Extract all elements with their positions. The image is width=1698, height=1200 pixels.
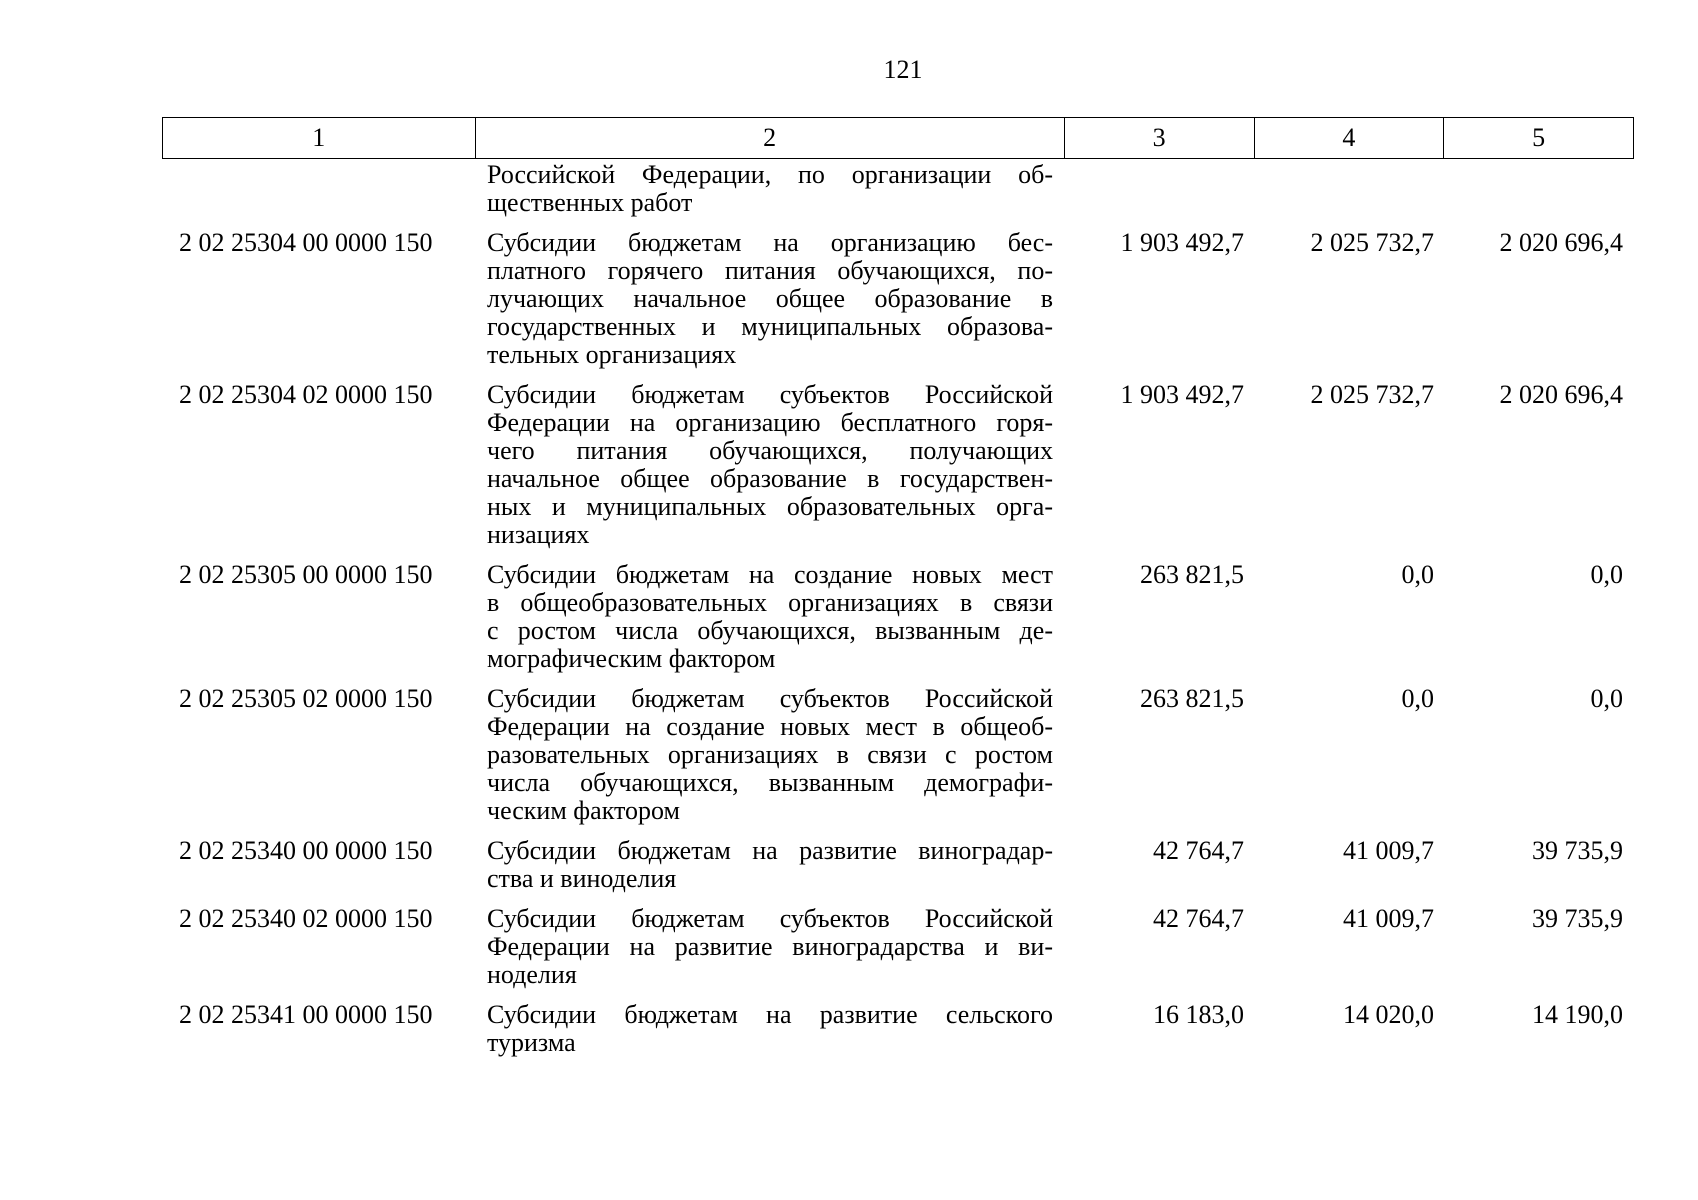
- description-line: Федерации на организацию бесплатного горя-: [487, 408, 1053, 437]
- value-col-3: 42 764,7: [1153, 836, 1244, 865]
- description-line: числа обучающихся, вызванным демографи-: [487, 768, 1053, 797]
- description-line: разовательных организациях в связи с ростом: [487, 740, 1053, 769]
- value-col-3: 1 903 492,7: [1120, 380, 1244, 409]
- value-col-4: 2 025 732,7: [1310, 228, 1434, 257]
- description-line: ных и муниципальных образовательных орга-: [487, 492, 1053, 521]
- description: [475, 905, 1065, 989]
- value-col-3: 263 821,5: [1140, 684, 1244, 713]
- value-col-5: 2 020 696,4: [1499, 380, 1623, 409]
- header-col-2: 2: [476, 118, 1065, 158]
- value-col-5: 0,0: [1590, 684, 1623, 713]
- value-col-5: 0,0: [1590, 560, 1623, 589]
- value-col-3: 263 821,5: [1140, 560, 1244, 589]
- description: [475, 685, 1065, 825]
- value-col-4: 0,0: [1401, 560, 1434, 589]
- budget-code: 2 02 25305 00 0000 150: [179, 560, 433, 589]
- table-body: [162, 161, 1634, 1057]
- value-col-5: 39 735,9: [1532, 836, 1623, 865]
- value-col-4: 2 025 732,7: [1310, 380, 1434, 409]
- description-line: Российской Федерации, по организации об-: [487, 160, 1053, 189]
- description-line: Федерации на создание новых мест в общеоб-: [487, 712, 1053, 741]
- table-row: [162, 161, 1634, 217]
- value-col-4: 41 009,7: [1343, 836, 1434, 865]
- page-number: 121: [883, 55, 923, 84]
- value-col-4: 0,0: [1401, 684, 1434, 713]
- description-line: в общеобразовательных организациях в связи: [487, 588, 1053, 617]
- header-col-1: 1: [163, 118, 476, 158]
- description-line: ноделия: [487, 960, 577, 989]
- description-line: чего питания обучающихся, получающих: [487, 436, 1053, 465]
- table-row: [162, 837, 1634, 893]
- value-col-3: 1 903 492,7: [1120, 228, 1244, 257]
- description-line: низациях: [487, 520, 590, 549]
- value-col-5: 2 020 696,4: [1499, 228, 1623, 257]
- value-col-3: [1065, 161, 1255, 217]
- description-line: щественных работ: [487, 188, 693, 217]
- description-line: ческим фактором: [487, 796, 680, 825]
- description-line: платного горячего питания обучающихся, по-: [487, 256, 1053, 285]
- description: [475, 381, 1065, 549]
- description: [475, 1001, 1065, 1057]
- value-col-5: [1445, 161, 1634, 217]
- header-col-5: 5: [1532, 123, 1546, 152]
- budget-code: 2 02 25304 00 0000 150: [179, 228, 433, 257]
- description: [475, 229, 1065, 369]
- description-line: туризма: [487, 1028, 576, 1057]
- description-line: лучающих начальное общее образование в: [487, 284, 1053, 313]
- description: [475, 837, 1065, 893]
- value-col-4: [1255, 161, 1445, 217]
- value-col-4: 41 009,7: [1343, 904, 1434, 933]
- description: [475, 561, 1065, 673]
- description-line: Субсидии бюджетам на организацию бес-: [487, 228, 1053, 257]
- value-col-3: 42 764,7: [1153, 904, 1244, 933]
- table-row: [162, 561, 1634, 673]
- description-line: ства и виноделия: [487, 864, 677, 893]
- table-row: [162, 685, 1634, 825]
- description-line: Субсидии бюджетам субъектов Российской: [487, 904, 1053, 933]
- description-line: начальное общее образование в государствен-: [487, 464, 1053, 493]
- description: [475, 161, 1065, 217]
- description-line: государственных и муниципальных образова-: [487, 312, 1053, 341]
- description-line: с ростом числа обучающихся, вызванным де-: [487, 616, 1053, 645]
- table-header: [162, 117, 1634, 159]
- description-line: мографическим фактором: [487, 644, 776, 673]
- budget-code: 2 02 25304 02 0000 150: [179, 380, 433, 409]
- table-row: [162, 381, 1634, 549]
- value-col-4: 14 020,0: [1343, 1000, 1434, 1029]
- budget-code: 2 02 25341 00 0000 150: [179, 1000, 433, 1029]
- value-col-5: 14 190,0: [1532, 1000, 1623, 1029]
- table-row: [162, 905, 1634, 989]
- table-row: [162, 229, 1634, 369]
- description-line: Субсидии бюджетам субъектов Российской: [487, 684, 1053, 713]
- header-col-3: 3: [1065, 118, 1255, 158]
- description-line: Субсидии бюджетам субъектов Российской: [487, 380, 1053, 409]
- header-col-4: 4: [1255, 118, 1445, 158]
- budget-code: 2 02 25305 02 0000 150: [179, 684, 433, 713]
- value-col-3: 16 183,0: [1153, 1000, 1244, 1029]
- description-line: Субсидии бюджетам на создание новых мест: [487, 560, 1053, 589]
- description-line: Субсидии бюджетам на развитие сельского: [487, 1000, 1053, 1029]
- table-row: [162, 1001, 1634, 1057]
- value-col-5: 39 735,9: [1532, 904, 1623, 933]
- budget-code: 2 02 25340 02 0000 150: [179, 904, 433, 933]
- description-line: Субсидии бюджетам на развитие виноградар-: [487, 836, 1053, 865]
- description-line: тельных организациях: [487, 340, 737, 369]
- budget-code: [162, 161, 475, 217]
- description-line: Федерации на развитие виноградарства и ви-: [487, 932, 1053, 961]
- budget-code: 2 02 25340 00 0000 150: [179, 836, 433, 865]
